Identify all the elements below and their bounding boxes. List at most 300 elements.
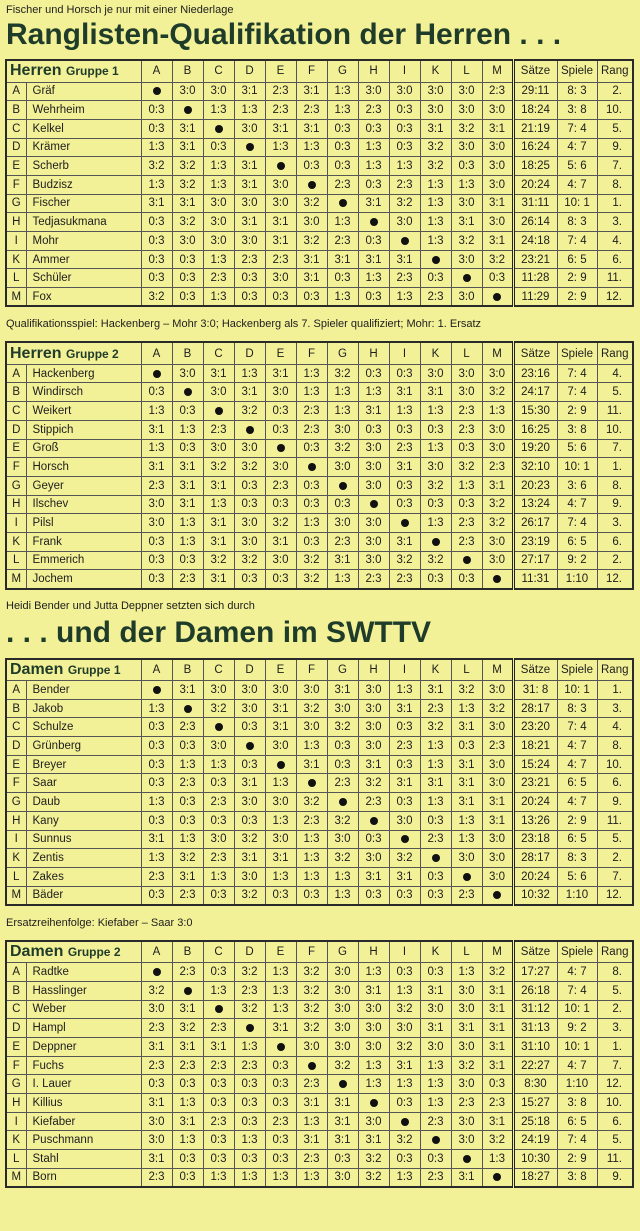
result-cell: 3:0: [265, 458, 296, 477]
row-id: G: [6, 793, 26, 812]
result-cell: 3:2: [172, 213, 203, 232]
row-id: I: [6, 1112, 26, 1131]
self-match-cell: [327, 793, 358, 812]
spiele-cell: 8: 3: [557, 849, 597, 868]
result-cell: 3:0: [296, 213, 327, 232]
result-cell: 0:3: [389, 476, 420, 495]
table-row: [6, 1056, 633, 1075]
result-cell: 0:3: [234, 755, 265, 774]
result-cell: 0:3: [389, 119, 420, 138]
result-cell: 1:3: [296, 138, 327, 157]
result-cell: 1:3: [172, 755, 203, 774]
rang-cell: 1.: [597, 194, 633, 213]
table-group-label: Gruppe 1: [66, 64, 119, 79]
result-cell: 1:3: [358, 157, 389, 176]
result-cell: 3:2: [482, 250, 513, 269]
row-id: G: [6, 476, 26, 495]
column-header-a: A: [141, 941, 172, 963]
row-id: H: [6, 1094, 26, 1113]
result-cell: 2:3: [172, 718, 203, 737]
result-cell: 0:3: [141, 250, 172, 269]
result-cell: 3:1: [141, 420, 172, 439]
result-cell: 3:1: [327, 1131, 358, 1150]
result-cell: 1:3: [451, 830, 482, 849]
player-name: Budzisz: [26, 175, 141, 194]
self-match-cell: [265, 1038, 296, 1057]
result-cell: 3:2: [327, 439, 358, 458]
saetze-cell: 20:23: [513, 476, 557, 495]
result-cell: 1:3: [141, 439, 172, 458]
result-cell: 3:2: [327, 849, 358, 868]
table-row: [6, 699, 633, 718]
result-cell: 3:2: [482, 514, 513, 533]
result-cell: 3:0: [451, 138, 482, 157]
result-cell: 1:3: [420, 213, 451, 232]
self-match-cell: [296, 458, 327, 477]
saetze-cell: 26:17: [513, 514, 557, 533]
spiele-cell: 9: 2: [557, 1019, 597, 1038]
player-name: Hasslinger: [26, 981, 141, 1000]
result-cell: 1:3: [203, 250, 234, 269]
spiele-cell: 4: 7: [557, 1056, 597, 1075]
player-name: Saar: [26, 774, 141, 793]
spiele-cell: 1:10: [557, 886, 597, 905]
result-cell: 3:1: [358, 981, 389, 1000]
result-cell: 3:2: [296, 963, 327, 982]
dot-icon: [184, 705, 192, 713]
table-title: [6, 60, 141, 82]
spiele-cell: 2: 9: [557, 402, 597, 421]
result-cell: 2:3: [389, 269, 420, 288]
column-header-m: M: [482, 659, 513, 681]
ranking-table: [5, 341, 634, 589]
result-cell: 1:3: [451, 811, 482, 830]
result-cell: 0:3: [234, 718, 265, 737]
rang-cell: 11.: [597, 811, 633, 830]
spiele-cell: 2: 9: [557, 1150, 597, 1169]
player-name: Radtke: [26, 963, 141, 982]
result-cell: 3:2: [420, 551, 451, 570]
dot-icon: [184, 987, 192, 995]
saetze-cell: 18:25: [513, 157, 557, 176]
saetze-cell: 31:13: [513, 1019, 557, 1038]
table-row: [6, 681, 633, 700]
self-match-cell: [451, 867, 482, 886]
self-match-cell: [482, 886, 513, 905]
dot-icon: [463, 873, 471, 881]
row-id: K: [6, 532, 26, 551]
result-cell: 3:0: [358, 1019, 389, 1038]
header-row: [6, 60, 633, 82]
self-match-cell: [420, 1131, 451, 1150]
result-cell: 2:3: [265, 250, 296, 269]
rang-cell: 9.: [597, 793, 633, 812]
result-cell: 3:0: [358, 514, 389, 533]
table-row: [6, 250, 633, 269]
result-cell: 1:3: [327, 886, 358, 905]
row-id: I: [6, 514, 26, 533]
result-cell: 3:0: [358, 1038, 389, 1057]
player-name: Schulze: [26, 718, 141, 737]
result-cell: 3:0: [141, 1112, 172, 1131]
dot-icon: [184, 106, 192, 114]
result-cell: 3:2: [451, 232, 482, 251]
self-match-cell: [234, 737, 265, 756]
result-cell: 1:3: [172, 830, 203, 849]
saetze-cell: 31:10: [513, 1038, 557, 1057]
result-cell: 3:0: [296, 681, 327, 700]
column-header-spiele: Spiele: [557, 941, 597, 963]
result-cell: 3:0: [234, 119, 265, 138]
result-cell: 3:1: [482, 1019, 513, 1038]
rang-cell: 9.: [597, 138, 633, 157]
self-match-cell: [296, 774, 327, 793]
rang-cell: 3.: [597, 1019, 633, 1038]
result-cell: 0:3: [296, 157, 327, 176]
row-id: F: [6, 175, 26, 194]
self-match-cell: [234, 138, 265, 157]
self-match-cell: [358, 495, 389, 514]
result-cell: 3:0: [358, 1000, 389, 1019]
column-header-saetze: Sätze: [513, 659, 557, 681]
column-header-f: F: [296, 342, 327, 364]
column-header-rang: Rang: [597, 60, 633, 82]
column-header-b: B: [172, 659, 203, 681]
result-cell: 1:3: [265, 963, 296, 982]
row-id: A: [6, 82, 26, 101]
result-cell: 0:3: [327, 269, 358, 288]
result-cell: 0:3: [172, 551, 203, 570]
row-id: B: [6, 101, 26, 120]
table-row: [6, 119, 633, 138]
result-cell: 0:3: [265, 402, 296, 421]
result-cell: 3:2: [203, 699, 234, 718]
self-match-cell: [420, 849, 451, 868]
table-row: [6, 175, 633, 194]
spiele-cell: 10: 1: [557, 681, 597, 700]
result-cell: 1:3: [327, 570, 358, 589]
result-cell: 3:2: [296, 699, 327, 718]
result-cell: 3:0: [420, 82, 451, 101]
saetze-cell: 31: 8: [513, 681, 557, 700]
result-cell: 3:2: [203, 458, 234, 477]
result-cell: 3:0: [482, 138, 513, 157]
result-cell: 0:3: [327, 157, 358, 176]
result-cell: 3:1: [389, 699, 420, 718]
result-cell: 1:3: [265, 981, 296, 1000]
player-name: Fox: [26, 288, 141, 307]
result-cell: 3:0: [451, 383, 482, 402]
row-id: G: [6, 1075, 26, 1094]
result-cell: 3:0: [203, 82, 234, 101]
result-cell: 1:3: [203, 981, 234, 1000]
result-cell: 2:3: [327, 774, 358, 793]
intro-line: Fischer und Horsch je nur mit einer Niederlage: [6, 4, 234, 16]
result-cell: 1:3: [296, 830, 327, 849]
row-id: F: [6, 458, 26, 477]
spiele-cell: 4: 7: [557, 175, 597, 194]
result-cell: 2:3: [482, 1094, 513, 1113]
saetze-cell: 29:11: [513, 82, 557, 101]
saetze-cell: 11:31: [513, 570, 557, 589]
table-row: [6, 551, 633, 570]
result-cell: 3:0: [265, 175, 296, 194]
result-cell: 1:3: [296, 364, 327, 383]
dot-icon: [277, 444, 285, 452]
result-cell: 1:3: [327, 402, 358, 421]
saetze-cell: 20:24: [513, 793, 557, 812]
result-cell: 1:3: [358, 138, 389, 157]
result-cell: 3:1: [482, 119, 513, 138]
result-cell: 0:3: [389, 755, 420, 774]
result-cell: 0:3: [420, 1150, 451, 1169]
result-cell: 1:3: [234, 101, 265, 120]
result-cell: 3:2: [296, 551, 327, 570]
dot-icon: [215, 125, 223, 133]
saetze-cell: 25:18: [513, 1112, 557, 1131]
rang-cell: 8.: [597, 175, 633, 194]
saetze-cell: 20:24: [513, 175, 557, 194]
result-cell: 1:3: [482, 402, 513, 421]
result-cell: 0:3: [141, 551, 172, 570]
result-cell: 1:3: [358, 963, 389, 982]
player-name: Breyer: [26, 755, 141, 774]
result-cell: 3:0: [296, 718, 327, 737]
row-id: D: [6, 138, 26, 157]
result-cell: 3:0: [482, 551, 513, 570]
rang-cell: 1.: [597, 458, 633, 477]
result-cell: 0:3: [296, 476, 327, 495]
result-cell: 0:3: [141, 232, 172, 251]
result-cell: 3:1: [482, 1056, 513, 1075]
result-cell: 3:2: [358, 1150, 389, 1169]
spiele-cell: 10: 1: [557, 1038, 597, 1057]
result-cell: 3:0: [172, 232, 203, 251]
result-cell: 1:3: [327, 82, 358, 101]
result-cell: 1:3: [203, 495, 234, 514]
result-cell: 0:3: [296, 439, 327, 458]
saetze-cell: 20:24: [513, 867, 557, 886]
saetze-cell: 28:17: [513, 849, 557, 868]
result-cell: 3:0: [296, 1038, 327, 1057]
rang-cell: 7.: [597, 157, 633, 176]
result-cell: 2:3: [234, 250, 265, 269]
result-cell: 0:3: [451, 439, 482, 458]
table-row: [6, 811, 633, 830]
result-cell: 1:3: [172, 514, 203, 533]
result-cell: 1:3: [172, 1131, 203, 1150]
result-cell: 3:0: [358, 476, 389, 495]
result-cell: 3:2: [420, 157, 451, 176]
self-match-cell: [265, 755, 296, 774]
result-cell: 2:3: [141, 1019, 172, 1038]
dot-icon: [308, 463, 316, 471]
result-cell: 3:2: [141, 981, 172, 1000]
result-cell: 3:1: [141, 458, 172, 477]
result-cell: 0:3: [327, 755, 358, 774]
dot-icon: [401, 1118, 409, 1126]
player-name: Grünberg: [26, 737, 141, 756]
result-cell: 2:3: [265, 101, 296, 120]
result-cell: 2:3: [296, 1150, 327, 1169]
row-id: M: [6, 886, 26, 905]
table-group-label: Gruppe 1: [67, 662, 121, 677]
table-row: [6, 867, 633, 886]
result-cell: 3:0: [420, 101, 451, 120]
result-cell: 1:3: [265, 1168, 296, 1187]
result-cell: 2:3: [451, 402, 482, 421]
result-cell: 3:0: [420, 458, 451, 477]
result-cell: 3:1: [358, 194, 389, 213]
result-cell: 0:3: [141, 269, 172, 288]
spiele-cell: 3: 8: [557, 1168, 597, 1187]
result-cell: 2:3: [141, 1056, 172, 1075]
table-row: [6, 1075, 633, 1094]
result-cell: 0:3: [141, 811, 172, 830]
spiele-cell: 8: 3: [557, 82, 597, 101]
result-cell: 0:3: [358, 119, 389, 138]
result-cell: 0:3: [358, 288, 389, 307]
result-cell: 0:3: [389, 138, 420, 157]
result-cell: 3:1: [234, 383, 265, 402]
result-cell: 1:3: [296, 1112, 327, 1131]
result-cell: 0:3: [141, 886, 172, 905]
saetze-cell: 15:27: [513, 1094, 557, 1113]
heading-herren: Ranglisten-Qualifikation der Herren . . .: [6, 18, 562, 51]
result-cell: 3:1: [265, 232, 296, 251]
result-cell: 0:3: [358, 232, 389, 251]
rang-cell: 2.: [597, 849, 633, 868]
player-name: Jakob: [26, 699, 141, 718]
result-cell: 3:0: [141, 495, 172, 514]
result-cell: 0:3: [141, 1075, 172, 1094]
column-header-m: M: [482, 60, 513, 82]
result-cell: 3:1: [389, 867, 420, 886]
result-cell: 3:2: [420, 138, 451, 157]
spiele-cell: 4: 7: [557, 755, 597, 774]
result-cell: 3:0: [265, 269, 296, 288]
result-cell: 3:1: [234, 213, 265, 232]
result-cell: 0:3: [234, 495, 265, 514]
result-cell: 3:0: [141, 1131, 172, 1150]
result-cell: 3:0: [172, 364, 203, 383]
result-cell: 3:1: [482, 1038, 513, 1057]
result-cell: 1:3: [141, 793, 172, 812]
result-cell: 3:0: [482, 867, 513, 886]
result-cell: 2:3: [203, 269, 234, 288]
result-cell: 3:2: [296, 793, 327, 812]
spiele-cell: 7: 4: [557, 981, 597, 1000]
result-cell: 3:1: [172, 1112, 203, 1131]
row-id: E: [6, 439, 26, 458]
spiele-cell: 7: 4: [557, 232, 597, 251]
player-name: Pilsl: [26, 514, 141, 533]
result-cell: 1:3: [296, 737, 327, 756]
player-name: Kelkel: [26, 119, 141, 138]
result-cell: 1:3: [203, 755, 234, 774]
result-cell: 3:2: [234, 963, 265, 982]
saetze-cell: 18:21: [513, 737, 557, 756]
dot-icon: [432, 256, 440, 264]
result-cell: 0:3: [203, 1075, 234, 1094]
spiele-cell: 2: 9: [557, 269, 597, 288]
result-cell: 3:0: [203, 194, 234, 213]
result-cell: 3:0: [358, 737, 389, 756]
result-cell: 3:1: [482, 476, 513, 495]
column-header-d: D: [234, 60, 265, 82]
result-cell: 0:3: [358, 886, 389, 905]
result-cell: 2:3: [203, 793, 234, 812]
result-cell: 1:3: [482, 1150, 513, 1169]
saetze-cell: 19:20: [513, 439, 557, 458]
result-cell: 2:3: [203, 420, 234, 439]
result-cell: 1:3: [296, 514, 327, 533]
player-name: Schüler: [26, 269, 141, 288]
result-cell: 0:3: [203, 138, 234, 157]
table-row: [6, 718, 633, 737]
result-cell: 3:1: [203, 1038, 234, 1057]
spiele-cell: 5: 6: [557, 439, 597, 458]
table-row: [6, 886, 633, 905]
saetze-cell: 15:24: [513, 755, 557, 774]
result-cell: 1:3: [141, 699, 172, 718]
result-cell: 0:3: [172, 439, 203, 458]
column-header-g: G: [327, 659, 358, 681]
row-id: B: [6, 699, 26, 718]
result-cell: 1:3: [172, 532, 203, 551]
rang-cell: 7.: [597, 439, 633, 458]
result-cell: 2:3: [296, 101, 327, 120]
result-cell: 3:0: [482, 364, 513, 383]
column-header-f: F: [296, 941, 327, 963]
result-cell: 0:3: [420, 269, 451, 288]
spiele-cell: 6: 5: [557, 532, 597, 551]
result-cell: 2:3: [327, 175, 358, 194]
result-cell: 3:2: [141, 288, 172, 307]
spiele-cell: 4: 7: [557, 495, 597, 514]
result-cell: 3:2: [420, 718, 451, 737]
result-cell: 3:0: [203, 213, 234, 232]
result-cell: 3:2: [296, 1019, 327, 1038]
result-cell: 1:3: [420, 755, 451, 774]
self-match-cell: [296, 1056, 327, 1075]
rang-cell: 2.: [597, 82, 633, 101]
result-cell: 3:0: [358, 1112, 389, 1131]
result-cell: 3:1: [358, 402, 389, 421]
column-header-g: G: [327, 941, 358, 963]
result-cell: 3:2: [389, 1000, 420, 1019]
result-cell: 3:2: [296, 1000, 327, 1019]
player-name: Horsch: [26, 458, 141, 477]
spiele-cell: 2: 9: [557, 288, 597, 307]
result-cell: 3:2: [389, 1038, 420, 1057]
self-match-cell: [389, 1112, 420, 1131]
result-cell: 2:3: [327, 232, 358, 251]
rang-cell: 8.: [597, 737, 633, 756]
column-header-spiele: Spiele: [557, 342, 597, 364]
saetze-cell: 10:32: [513, 886, 557, 905]
player-name: Sunnus: [26, 830, 141, 849]
saetze-cell: 16:24: [513, 138, 557, 157]
self-match-cell: [234, 420, 265, 439]
saetze-cell: 15:30: [513, 402, 557, 421]
column-header-i: I: [389, 941, 420, 963]
result-cell: 3:1: [203, 532, 234, 551]
result-cell: 2:3: [358, 570, 389, 589]
column-header-l: L: [451, 342, 482, 364]
result-cell: 0:3: [451, 737, 482, 756]
saetze-cell: 23:20: [513, 718, 557, 737]
